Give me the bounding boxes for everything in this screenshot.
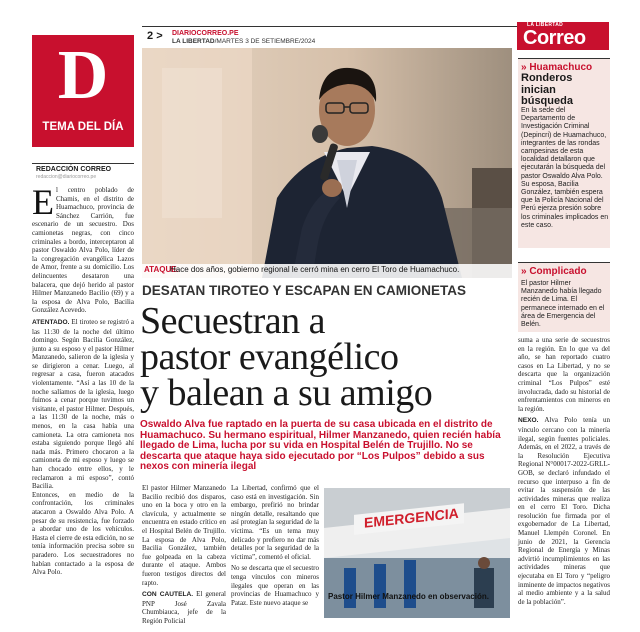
paragraph: El general PNP José Zavala Chumbiauca, jefe de la Región Policial — [142, 590, 226, 625]
article-column-4 — [518, 336, 610, 606]
paragraph: suma a una serie de secuestros en la región. En lo que va del año, se han reportado cuatro casos en La Libertad, y no se descarta que la organización criminal “Los Pulpos” esté involucrada, dado su historial de enfrentamientos con mineros en la región. — [518, 336, 610, 413]
sidebar-rule — [518, 262, 610, 263]
paragraph: No se descarta que el secuestro tenga vínculos con mineros ilegales que operan en las provincias de Huamachuco y Pataz. Este nuevo ataque se — [231, 564, 319, 607]
pastor-photo-illustration — [142, 48, 512, 278]
headline-line: Secuestran a — [140, 300, 325, 342]
paragraph: Entonces, en medio de la confrontación, los criminales atacaron a Oswaldo Alva Polo. A pesar de su resistencia, fue forzado a abordar uno de los vehículos. Hasta el cierre de esta edición, no se tenía información precisa sobre su paradero. Los secuestradores no habían contactado a la esposa de Alva Polo. — [32, 490, 134, 577]
paragraph: La Libertad, confirmó que el caso está en investigación. Sin embargo, prefirió no brindar ningún detalle, resaltando que así protegían la seguridad de la víctima. “Es un tema muy delicado y prefiero no dar más detalles por la seguridad de la víctima”, comentó el oficial. — [231, 484, 319, 561]
article-column-1 — [32, 182, 134, 577]
headline-line: pastor evangélico — [140, 336, 399, 378]
emergencia-sign: EMERGENCIA — [364, 504, 459, 531]
logo-edition: LA LIBERTAD — [527, 22, 564, 28]
dateline: LA LIBERTAD/MARTES 3 DE SETIEMBRE/2024 — [172, 38, 316, 45]
caption-tag: ATAQUE. — [144, 265, 179, 274]
subhead-atentado: ATENTADO. — [32, 318, 70, 326]
section-label: TEMA DEL DÍA — [42, 121, 124, 133]
paragraph: Alva Polo tenía un vínculo cercano con la minería ilegal, según fuentes policiales. Además, en el 2022, a través de la Resolución Ejecutiva Regional N°00017-2022-GRLL-GOB, se declaró infundado el recurso que interpuso a fin de evitar la suspensión de las actividades mineras que realiza en el cerro El Toro. Dicha resolución fue firmada por el exgobernador de La Libertad, Manuel Llempén Coronel. En junio de 2021, la Gerencia Regional de Energía y Minas advirtió incumplimientos en las actividades mineras que ejecutaba en El Toro y “peligro inminente de impactos negativos al medio ambiente y a la salud de la población”. — [518, 416, 610, 606]
byline-email[interactable]: redaccion@diariocorreo.pe — [36, 174, 97, 180]
photo-caption: Hace dos años, gobierno regional le cerró mina en cerro El Toro de Huamachuco. — [170, 265, 460, 274]
section-letter: D — [57, 37, 109, 114]
sidebar-tag: » Complicado — [521, 266, 587, 277]
article-column-3 — [231, 484, 319, 607]
dropcap: E — [32, 182, 54, 222]
deck: Oswaldo Alva fue raptado en la puerta de su casa ubicada en el distrito de Huamachuco. Su hermano espiritual, Hilmer Manzanedo, quien recién había llegado de Lima, lucha por su vida en Hospital Belén de Trujillo. No se descarta que ataque haya sido ejecutado por “Los Pulpos” debido a sus nexos con minería ilegal — [140, 419, 501, 472]
main-photo — [142, 48, 512, 278]
photo2-caption: Pastor Hilmer Manzanedo en observación. — [328, 592, 489, 601]
kicker: DESATAN TIROTEO Y ESCAPAN EN CAMIONETAS — [142, 283, 467, 298]
headline — [140, 300, 520, 414]
sidebar-body: El pastor Hilmer Manzanedo había llegado recién de Lima. El permanece internado en el área de Emergencia del Belén. — [521, 280, 605, 329]
paragraph: El tiroteo se registró a las 11:30 de la noche del último domingo. Según Bacilia González, junto a su esposo y el pastor Hilmer Manzanedo, salieron de la iglesia y se dirigieron a cenar. Luego, al regresar a casa, fueron atacados violentamente. “Así a las 10 de la noche salíamos de la iglesia, luego fuimos a cenar porque tuvimos un visitante, el pastor Hilmer. Después, a las 11:30 de la noche, más o menos, en la casa había una camioneta. La otra camioneta nos estaba siguiendo porque llegó ahí nada más. Primero chocaron a la camioneta de mi esposo y luego se han chocado entre ellos, y le reclamaron a mi esposo”, contó Bacilia. — [32, 317, 134, 491]
sidebar-body: En la sede del Departamento de Investigación Criminal (Depincri) de Huamachuco, integrantes de las rondas campesinas de esta localidad detallaron que ejecutarán la búsqueda del pastor Oswaldo Alva Polo. Su esposa, Bacilia González, también espera que la Policía Nacional del Perú ejerza presión sobre los criminales implicados en este caso. — [521, 107, 609, 229]
headline-line: y balean a su amigo — [140, 372, 433, 414]
byline: REDACCIÓN CORREO — [36, 166, 112, 173]
logo-name: Correo — [523, 27, 586, 49]
site-name[interactable]: DIARIOCORREO.PE — [172, 30, 239, 37]
page-number: 2 > — [147, 30, 163, 42]
sidebar-tag: » Huamachuco — [521, 62, 593, 73]
subhead-con-cautela: CON CAUTELA. — [142, 591, 194, 599]
byline-rule — [32, 163, 134, 164]
sidebar-rule — [518, 58, 610, 59]
sidebar-title: Ronderos inician búsqueda — [521, 72, 573, 107]
article-column-2 — [142, 484, 226, 626]
subhead-nexo: NEXO. — [518, 417, 539, 425]
lead-paragraph: l centro poblado de Chamis, en el distrito de Huamachuco, provincia de Sánchez Carrión, fue escenario de un secuestro. Dos camionetas negras, con cinco criminales a bordo, interceptaron al pastor Oswaldo Alva Polo, líder de la congregación evangélica Lazos de Amor, frente a su domicilio. Los delincuentes desataron una balacera, que dejó herido al pastor Hilmer Manzanedo Bacilio (69) y a la esposa de Alva Polo, Bacilia González Acevedo. — [32, 186, 134, 315]
paragraph: El pastor Hilmer Manzanedo Bacilio recibió dos disparos, uno en la boca y otro en la clavícula, y actualmente se encuentra en estado crítico en el Hospital Belén de Trujillo. La esposa de Alva Polo, Bacilia González, también fue golpeada en la cabeza durante el ataque. Ambos fueron testigos directos del rapto. — [142, 484, 226, 587]
